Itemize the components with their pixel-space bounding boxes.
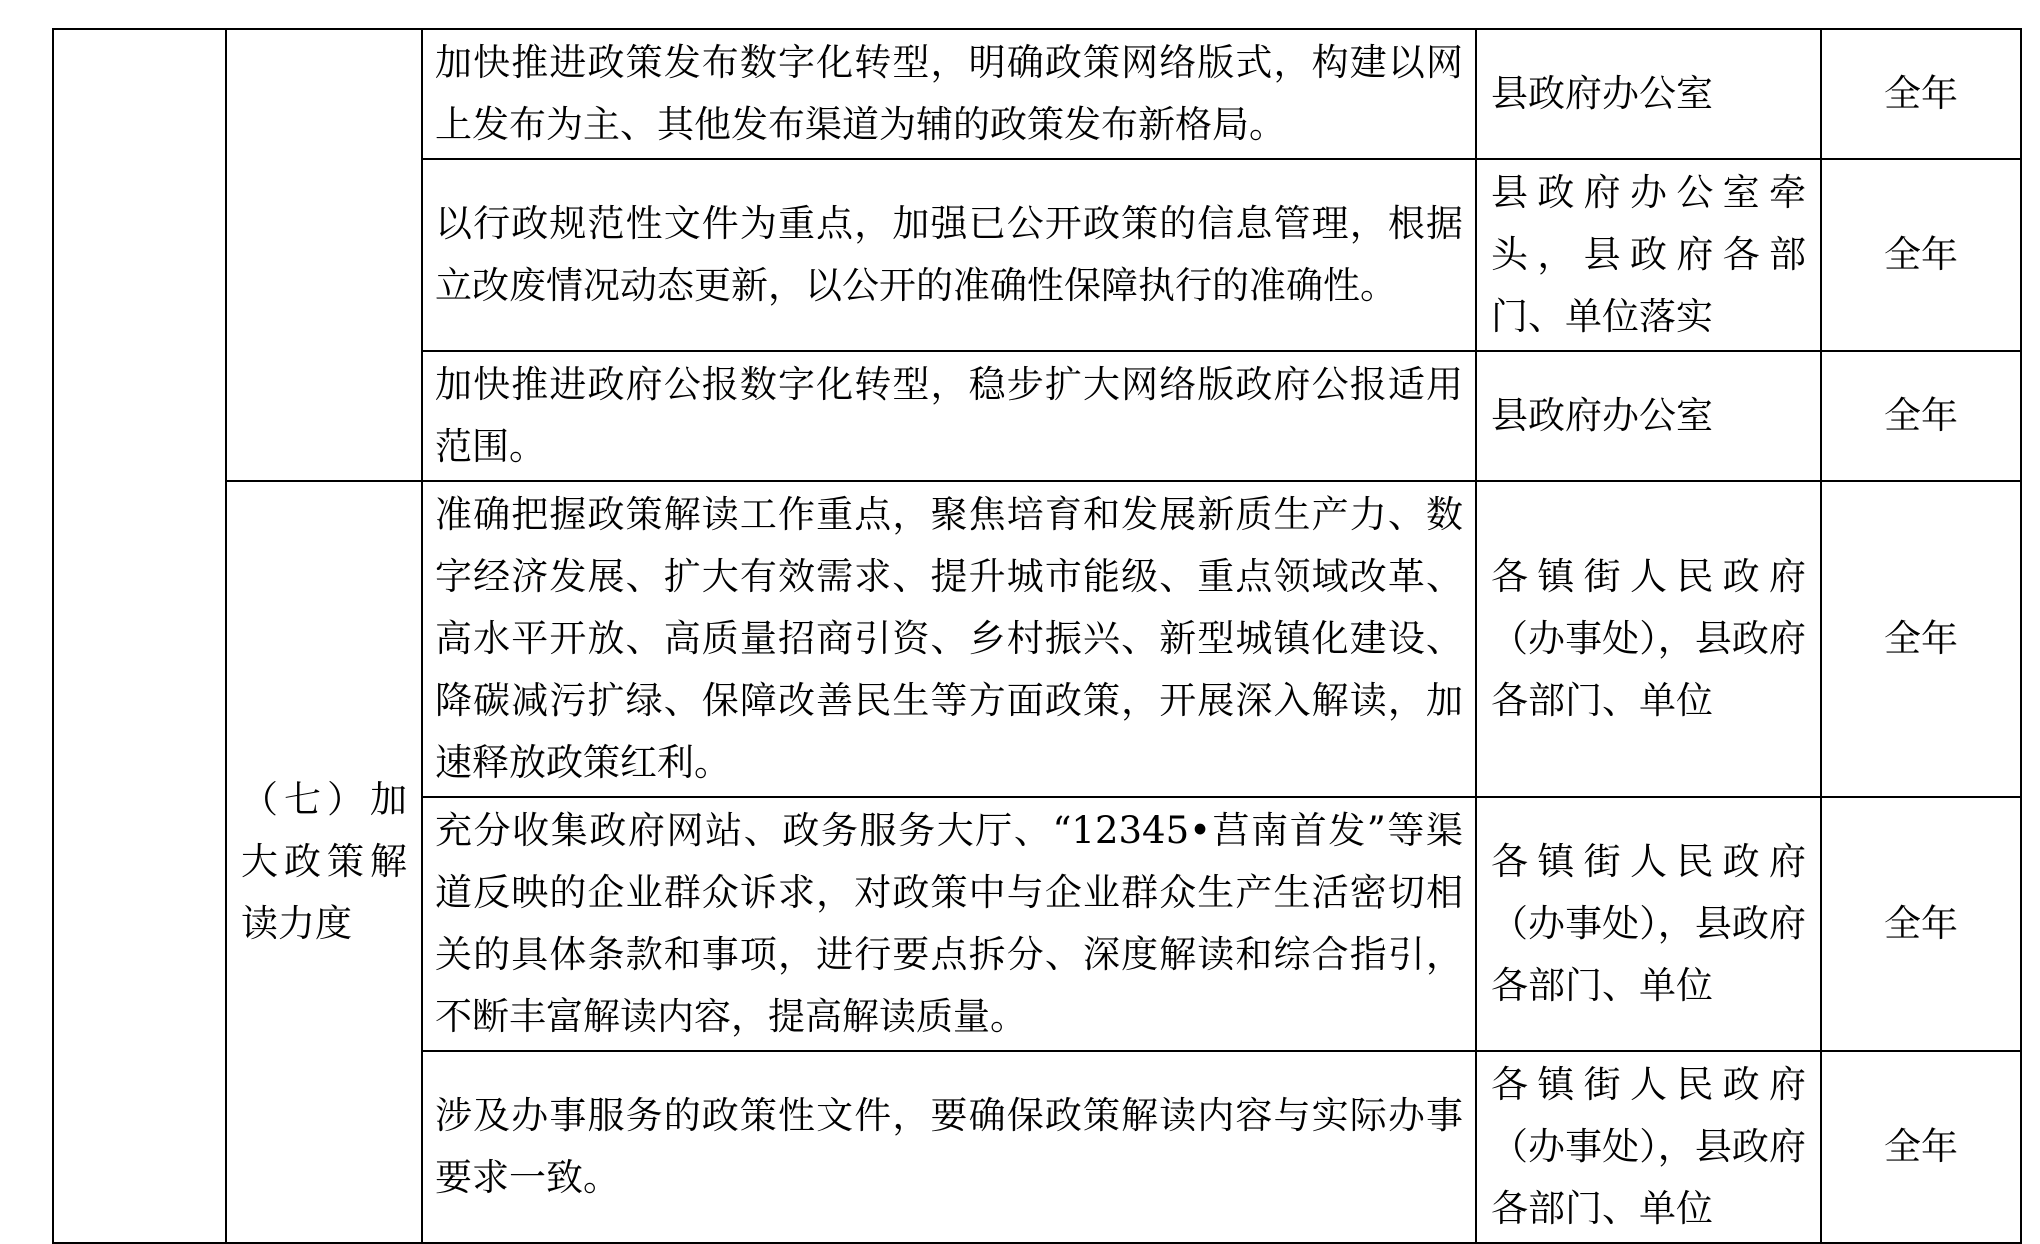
measure-text: 加快推进政府公报数字化转型，稳步扩大网络版政府公报适用范围。 [435,363,1463,468]
measure-text: 充分收集政府网站、政务服务大厅、“12345•莒南首发”等渠道反映的企业群众诉求，对政策中与企业群众生产生活密切相关的具体条款和事项，进行要点拆分、深度解读和综合指引，不断丰富解读内容，提高解读质量。 [435,809,1463,1038]
task-table [52,28,2022,1244]
unit-cell [1476,159,1821,351]
measure-cell [422,481,1476,797]
unit-cell [1476,797,1821,1051]
time-text: 全年 [1884,233,1958,276]
time-cell [1821,351,2021,481]
measure-text: 涉及办事服务的政策性文件，要确保政策解读内容与实际办事要求一致。 [435,1094,1463,1199]
measure-text: 以行政规范性文件为重点，加强已公开政策的信息管理，根据立改废情况动态更新，以公开的准确性保障执行的准确性。 [435,202,1463,307]
time-text: 全年 [1884,394,1958,437]
time-cell [1821,797,2021,1051]
time-cell [1821,159,2021,351]
section-cell [53,29,226,1243]
time-cell [1821,481,2021,797]
time-cell [1821,1051,2021,1243]
measure-cell [422,1051,1476,1243]
unit-text: 县政府办公室牵头，县政府各部门、单位落实 [1491,171,1806,338]
unit-text: 县政府办公室 [1491,394,1713,437]
table-row [53,29,2021,159]
table-row [53,481,2021,797]
unit-text: 各镇街人民政府（办事处），县政府各部门、单位 [1491,840,1806,1007]
time-text: 全年 [1884,902,1958,945]
unit-cell [1476,481,1821,797]
category-cell-continued [226,29,422,481]
time-cell [1821,29,2021,159]
category-text: （七）加大政策解读力度 [241,778,407,945]
unit-text: 各镇街人民政府（办事处），县政府各部门、单位 [1491,1063,1806,1230]
unit-cell [1476,29,1821,159]
unit-text: 县政府办公室 [1491,72,1713,115]
unit-cell [1476,351,1821,481]
time-text: 全年 [1884,617,1958,660]
time-text: 全年 [1884,72,1958,115]
measure-cell [422,159,1476,351]
measure-cell [422,797,1476,1051]
unit-text: 各镇街人民政府（办事处），县政府各部门、单位 [1491,555,1806,722]
measure-cell [422,29,1476,159]
unit-cell [1476,1051,1821,1243]
measure-cell [422,351,1476,481]
measure-text: 加快推进政策发布数字化转型，明确政策网络版式，构建以网上发布为主、其他发布渠道为辅的政策发布新格局。 [435,41,1463,146]
category-cell [226,481,422,1243]
time-text: 全年 [1884,1125,1958,1168]
measure-text: 准确把握政策解读工作重点，聚焦培育和发展新质生产力、数字经济发展、扩大有效需求、提升城市能级、重点领域改革、高水平开放、高质量招商引资、乡村振兴、新型城镇化建设、降碳减污扩绿、保障改善民生等方面政策，开展深入解读，加速释放政策红利。 [435,493,1463,784]
